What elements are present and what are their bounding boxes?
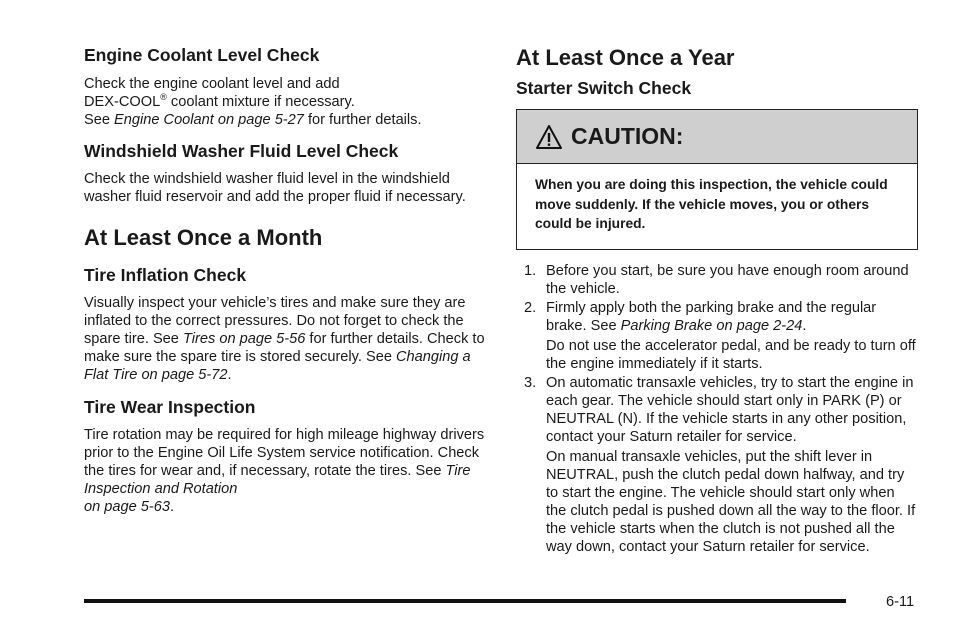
- list-item: [516, 299, 918, 373]
- coolant-reference: Engine Coolant on page 5-27: [114, 112, 304, 128]
- warning-triangle-icon: [535, 124, 563, 150]
- tires-reference: Tires on page 5-56: [182, 331, 306, 347]
- coolant-heading: Engine Coolant Level Check: [84, 45, 320, 65]
- caution-body: [517, 164, 917, 249]
- washer-heading: Windshield Washer Fluid Level Check: [84, 141, 399, 161]
- month-heading: At Least Once a Month: [84, 225, 323, 250]
- tire-inflation-body: Visually inspect your vehicle’s tires and make sure they are inflated to the correct pressures. Do not forget to check the spare tire. See Tires on page 5-56 for further details. Check to make sure the spare tire is stored securely. See Changing a Flat Tire on page 5-72.: [84, 295, 485, 383]
- coolant-body: Check the engine coolant level and add DEX-COOL® coolant mixture if necessary. See Engine Coolant on page 5-27 for further details.: [84, 76, 422, 128]
- caution-box: [516, 109, 918, 250]
- tire-rotation-page-reference: on page 5-63: [84, 499, 171, 515]
- step-note: Do not use the accelerator pedal, and be ready to turn off the engine immediately if it starts.: [546, 337, 916, 372]
- flat-tire-reference: Changing a Flat Tire on page 5-72: [84, 349, 471, 383]
- left-column: [84, 44, 492, 516]
- washer-body: Check the windshield washer fluid level in the windshield washer fluid reservoir and add the proper fluid if necessary.: [84, 171, 466, 205]
- footer-rule: [84, 599, 846, 603]
- right-column: [516, 44, 918, 556]
- tire-inflation-heading: Tire Inflation Check: [84, 265, 247, 285]
- tire-rotation-reference: Tire Inspection and Rotation: [84, 463, 471, 497]
- step-number: 2.: [524, 299, 537, 316]
- step-text: On automatic transaxle vehicles, try to start the engine in each gear. The vehicle should start only in PARK (P) or NEUTRAL (N). If the vehicle starts in any other position, contact your Saturn retailer for service.: [546, 374, 914, 445]
- list-item: [516, 262, 918, 298]
- step-note: On manual transaxle vehicles, put the shift lever in NEUTRAL, push the clutch pedal down halfway, and try to start the engine. The vehicle should start only when the clutch pedal is pushed down all the way to the floor. If the vehicle starts when the clutch is not pushed all the way down, contact your Saturn retailer for service.: [546, 448, 916, 555]
- list-item: [516, 374, 918, 556]
- parking-brake-reference: Parking Brake on page 2-24: [620, 317, 803, 334]
- caution-text: When you are doing this inspection, the vehicle could move suddenly. If the vehicle moves, you or others could be injured.: [535, 177, 888, 231]
- year-heading: At Least Once a Year: [516, 45, 735, 70]
- step-text: Firmly apply both the parking brake and the regular brake. See Parking Brake on page 2-24.: [546, 299, 877, 334]
- step-number: 3.: [524, 374, 537, 391]
- registered-mark: ®: [160, 92, 167, 102]
- steps-list: [516, 262, 918, 556]
- tire-wear-body: Tire rotation may be required for high mileage highway drivers prior to the Engine Oil Life System service notification. Check the tires for wear and, if necessary, rotate the tires. See Tire Inspection and Rotation on page 5-63.: [84, 427, 485, 515]
- tire-wear-heading: Tire Wear Inspection: [84, 397, 256, 417]
- caution-header: [517, 110, 917, 164]
- page-number: 6-11: [886, 594, 915, 610]
- starter-heading: Starter Switch Check: [516, 78, 692, 98]
- step-text: Before you start, be sure you have enough room around the vehicle.: [546, 262, 909, 297]
- step-number: 1.: [524, 262, 537, 279]
- caution-title: CAUTION:: [571, 123, 684, 149]
